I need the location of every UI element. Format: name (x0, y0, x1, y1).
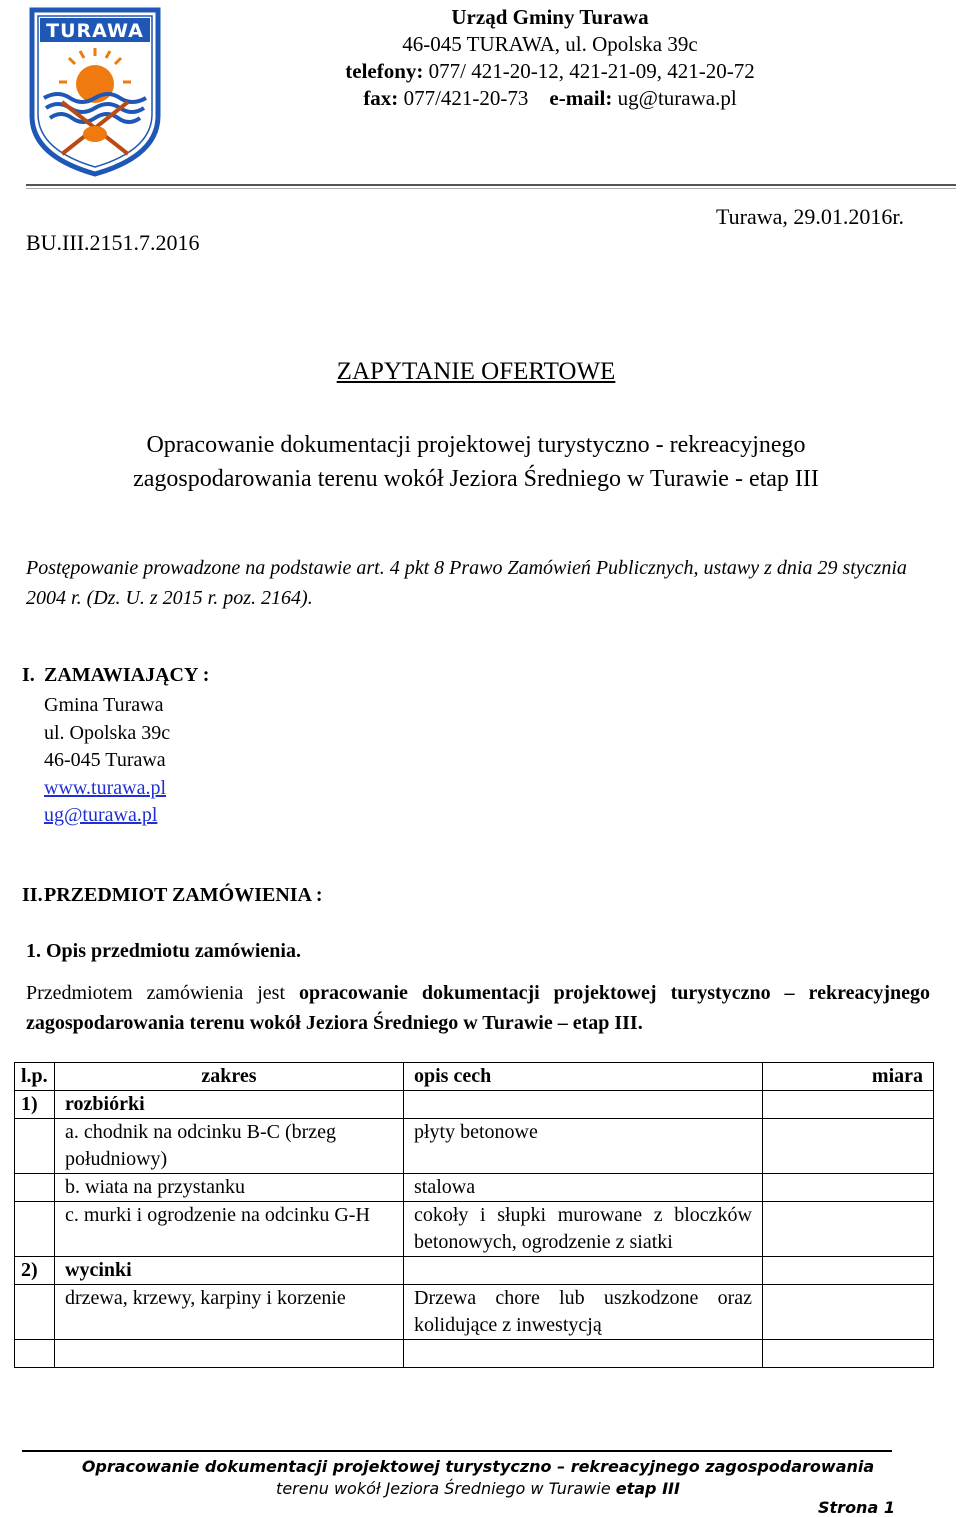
table-row (15, 1202, 934, 1257)
row-category: wycinki (55, 1257, 404, 1285)
office-address: 46-045 TURAWA, ul. Opolska 39c (402, 32, 698, 56)
row-category: rozbiórki (55, 1091, 404, 1119)
footer-divider (22, 1450, 892, 1452)
row-miara (763, 1091, 934, 1119)
row-opis (404, 1091, 763, 1119)
row-miara (763, 1257, 934, 1285)
turawa-coat-of-arms-logo (28, 6, 162, 178)
scope-table (14, 1062, 934, 1368)
header-lp: l.p. (15, 1063, 55, 1091)
contracting-authority-address (44, 692, 170, 830)
row-miara (763, 1202, 934, 1257)
document-subject (40, 428, 912, 496)
section-1-number: I. (22, 664, 35, 686)
footer-line-2: terenu wokół Jeziora Średniego w Turawie etap III (276, 1479, 680, 1498)
authority-street: ul. Opolska 39c (44, 721, 171, 744)
office-fax-email: fax: 077/421-20-73 e-mail: ug@turawa.pl (363, 86, 737, 110)
subject-line-1: Opracowanie dokumentacji projektowej turystyczno - rekreacyjnego (146, 432, 806, 458)
authority-name: Gmina Turawa (44, 694, 164, 716)
office-name: Urząd Gminy Turawa (451, 5, 649, 29)
order-description: Przedmiotem zamówienia jest opracowanie dokumentacji projektowej turystyczno – rekreacyjnego zagospodarowania terenu wokół Jeziora Średniego w Turawie – etap III. (26, 982, 930, 1034)
section-2-title: PRZEDMIOT ZAMÓWIENIA : (44, 884, 323, 906)
document-date: Turawa, 29.01.2016r. (716, 204, 905, 229)
section-1-heading (22, 664, 209, 687)
row-opis: Drzewa chore lub uszkodzone oraz kolidujące z inwestycją (404, 1285, 763, 1340)
row-lp (15, 1174, 55, 1202)
row-lp: 2) (15, 1257, 55, 1285)
letterhead-divider-thin (26, 188, 956, 189)
svg-text:TURAWA: TURAWA (46, 20, 144, 42)
row-zakres (55, 1340, 404, 1368)
row-lp (15, 1340, 55, 1368)
section-2-number: II. (22, 884, 43, 906)
table-row (15, 1285, 934, 1340)
table-row (15, 1091, 934, 1119)
reference-number: BU.III.2151.7.2016 (26, 230, 200, 255)
authority-city: 46-045 Turawa (44, 749, 166, 771)
table-header-row (15, 1063, 934, 1091)
legal-basis: Postępowanie prowadzone na podstawie art. 4 pkt 8 Prawo Zamówień Publicznych, ustawy z dnia 29 stycznia 2004 r. (Dz. U. z 2015 r. poz. 2164). (26, 557, 907, 609)
footer-line-1: Opracowanie dokumentacji projektowej turystyczno – rekreacyjnego zagospodarowania (81, 1457, 875, 1476)
row-opis (404, 1340, 763, 1368)
table-row (15, 1257, 934, 1285)
row-lp (15, 1285, 55, 1340)
table-row (15, 1119, 934, 1174)
row-lp: 1) (15, 1091, 55, 1119)
row-opis: cokoły i słupki murowane z bloczków betonowych, ogrodzenie z siatki (404, 1202, 763, 1257)
office-phones: telefony: 077/ 421-20-12, 421-21-09, 421-20-72 (345, 59, 755, 83)
document-title: ZAPYTANIE OFERTOWE (336, 358, 616, 385)
row-lp (15, 1202, 55, 1257)
section-2-heading (22, 884, 323, 907)
header-zakres: zakres (55, 1063, 404, 1091)
row-opis: płyty betonowe (404, 1119, 763, 1174)
row-zakres: a. chodnik na odcinku B-C (brzeg południowy) (55, 1119, 404, 1174)
row-miara (763, 1119, 934, 1174)
subject-line-2: zagospodarowania terenu wokół Jeziora Średniego w Turawie - etap III (133, 466, 819, 492)
table-row (15, 1340, 934, 1368)
letterhead-divider (26, 184, 956, 186)
table-row (15, 1174, 934, 1202)
authority-website-link[interactable]: www.turawa.pl (44, 776, 167, 799)
header-miara: miara (763, 1063, 934, 1091)
row-opis: stalowa (404, 1174, 763, 1202)
header-opis: opis cech (404, 1063, 763, 1091)
row-miara (763, 1174, 934, 1202)
subsection-heading: 1. Opis przedmiotu zamówienia. (26, 940, 301, 962)
authority-email-link[interactable]: ug@turawa.pl (44, 804, 158, 826)
page-number: Strona 1 (818, 1498, 895, 1517)
row-zakres: drzewa, krzewy, karpiny i korzenie (55, 1285, 404, 1340)
row-miara (763, 1340, 934, 1368)
row-zakres: c. murki i ogrodzenie na odcinku G-H (55, 1202, 404, 1257)
row-zakres: b. wiata na przystanku (55, 1174, 404, 1202)
row-opis (404, 1257, 763, 1285)
row-lp (15, 1119, 55, 1174)
row-miara (763, 1285, 934, 1340)
page-footer (22, 1456, 934, 1500)
section-1-title: ZAMAWIAJĄCY : (44, 664, 210, 686)
